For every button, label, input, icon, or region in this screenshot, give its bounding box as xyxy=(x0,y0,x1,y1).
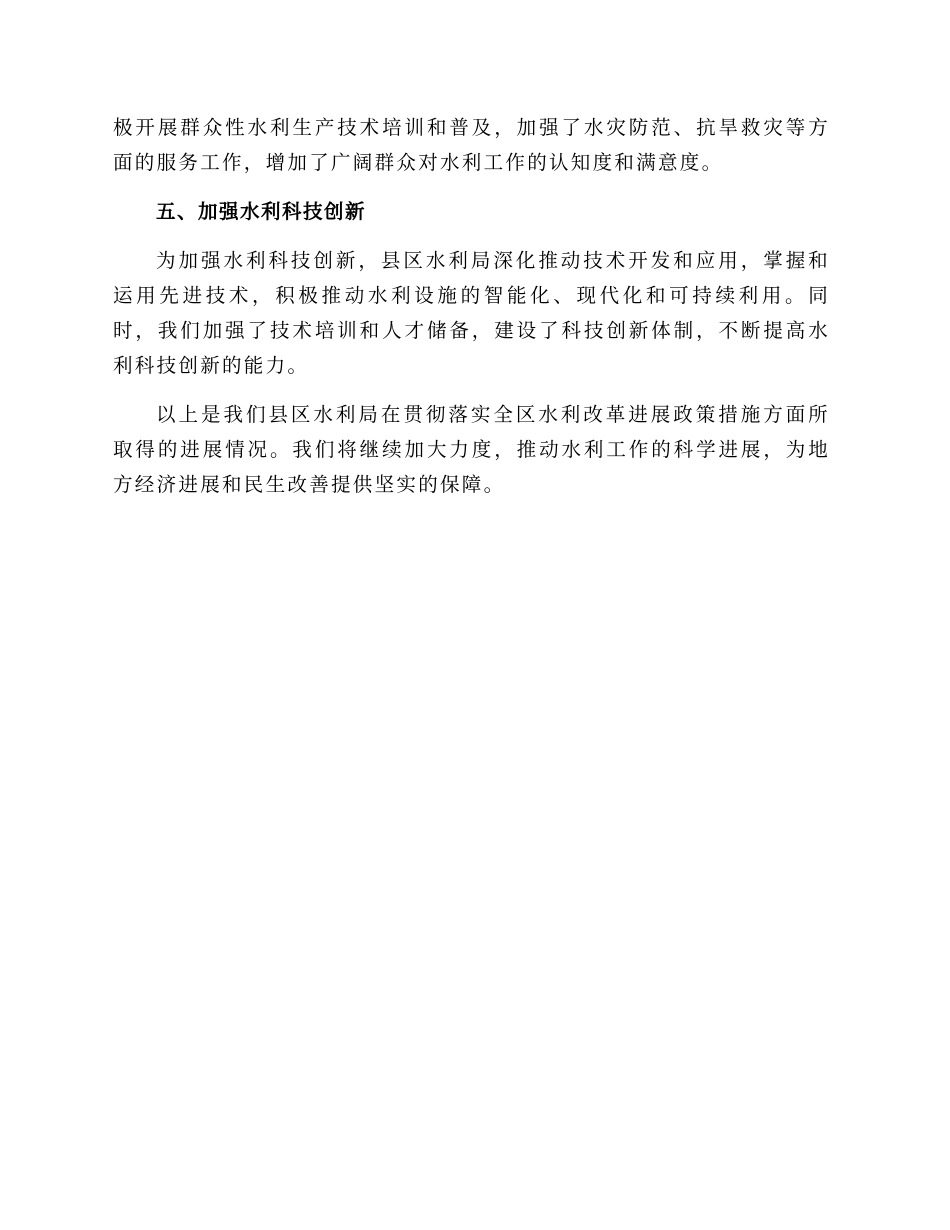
section-paragraph: 为加强水利科技创新，县区水利局深化推动技术开发和应用，掌握和运用先进技术，积极推动水利设施的智能化、现代化和可持续利用。同时，我们加强了技术培训和人才储备，建设了科技创新体制，不断提高水利科技创新的能力。 xyxy=(113,249,830,377)
conclusion-paragraph: 以上是我们县区水利局在贯彻落实全区水利改革进展政策措施方面所取得的进展情况。我们将继续加大力度，推动水利工作的科学进展，为地方经济进展和民生改善提供坚实的保障。 xyxy=(113,403,830,496)
section-heading: 五、加强水利科技创新 xyxy=(156,200,367,223)
document-body xyxy=(113,110,830,502)
continued-paragraph: 极开展群众性水利生产技术培训和普及，加强了水灾防范、抗旱救灾等方面的服务工作，增加了广阔群众对水利工作的认知度和满意度。 xyxy=(113,116,830,174)
